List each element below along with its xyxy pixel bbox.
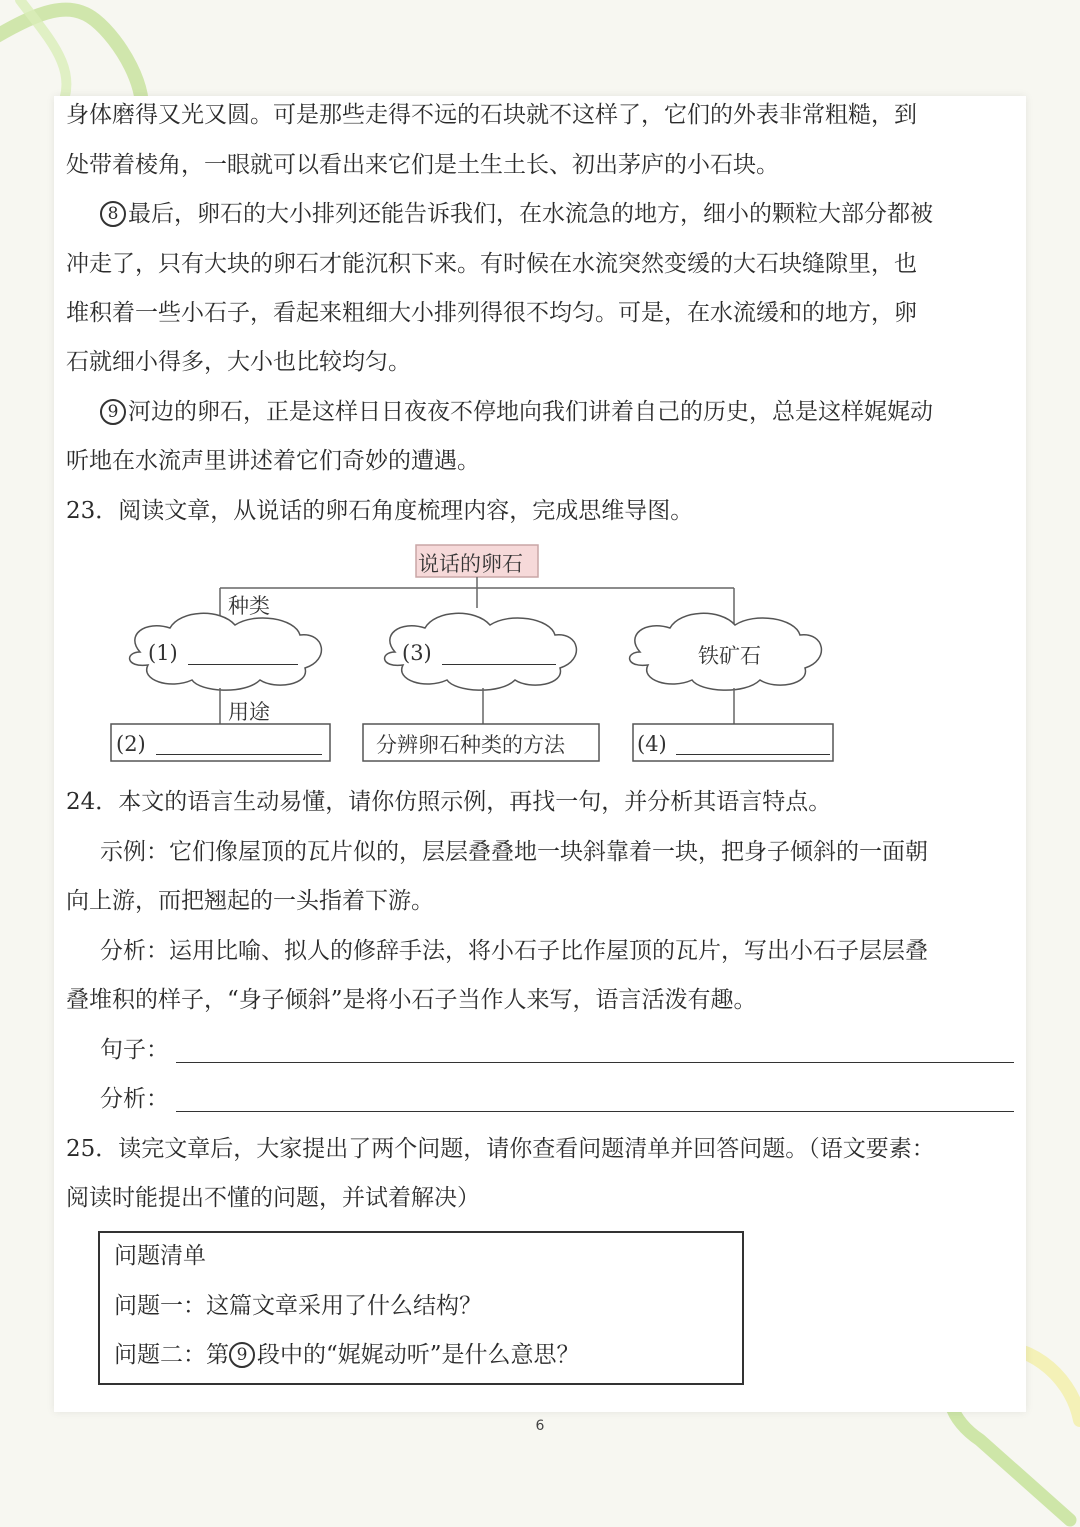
blank-line-3 bbox=[442, 664, 556, 665]
blank-line-1 bbox=[188, 664, 298, 665]
sentence-answer-line[interactable] bbox=[176, 1062, 1014, 1063]
cloud-iron-ore: 铁矿石 bbox=[698, 644, 761, 668]
analysis-line: 叠堆积的样子，“身子倾斜”是将小石子当作人来写，语言活泼有趣。 bbox=[66, 987, 757, 1013]
passage-line: 听地在水流声里讲述着它们奇妙的遭遇。 bbox=[66, 448, 480, 474]
circled-number-9: 9 bbox=[229, 1342, 255, 1368]
box-blank-4: (4) bbox=[637, 732, 667, 756]
passage-line: 堆积着一些小石子，看起来粗细大小排列得很不均匀。可是，在水流缓和的地方，卵 bbox=[66, 300, 917, 326]
mind-map-root: 说话的卵石 bbox=[418, 552, 523, 576]
question-25-prompt: 阅读时能提出不懂的问题，并试着解决） bbox=[66, 1185, 480, 1211]
mind-map bbox=[100, 540, 840, 775]
question-two-suffix: 段中的“娓娓动听”是什么意思？ bbox=[257, 1342, 580, 1368]
circled-number-8: 8 bbox=[100, 201, 126, 227]
cloud-blank-1: (1) bbox=[148, 641, 178, 665]
branch-label-types: 种类 bbox=[228, 594, 270, 618]
passage-line: 最后，卵石的大小排列还能告诉我们，在水流急的地方，细小的颗粒大部分都被 bbox=[128, 201, 933, 227]
cloud-blank-3: (3) bbox=[402, 641, 432, 665]
question-two bbox=[114, 1336, 580, 1369]
analysis-answer-line[interactable] bbox=[176, 1111, 1014, 1112]
sentence-label: 句子： bbox=[100, 1037, 169, 1063]
passage-line: 处带着棱角，一眼就可以看出来它们是土生土长、初出茅庐的小石块。 bbox=[66, 152, 779, 178]
method-label: 分辨卵石种类的方法 bbox=[376, 733, 565, 757]
question-list-title: 问题清单 bbox=[114, 1243, 206, 1269]
page-number: 6 bbox=[535, 1418, 545, 1434]
question-one: 问题一：这篇文章采用了什么结构？ bbox=[114, 1293, 482, 1319]
analysis-line: 分析：运用比喻、拟人的修辞手法，将小石子比作屋顶的瓦片，写出小石子层层叠 bbox=[100, 938, 928, 964]
passage-line: 身体磨得又光又圆。可是那些走得不远的石块就不这样了，它们的外表非常粗糙，到 bbox=[66, 102, 917, 128]
passage-line: 石就细小得多，大小也比较均匀。 bbox=[66, 349, 411, 375]
analysis-label: 分析： bbox=[100, 1086, 169, 1112]
example-line: 示例：它们像屋顶的瓦片似的，层层叠叠地一块斜靠着一块，把身子倾斜的一面朝 bbox=[100, 839, 928, 865]
circled-number-9: 9 bbox=[100, 399, 126, 425]
box-blank-2: (2) bbox=[116, 732, 146, 756]
question-24-prompt: 24．本文的语言生动易懂，请你仿照示例，再找一句，并分析其语言特点。 bbox=[66, 789, 832, 815]
passage-line: 河边的卵石，正是这样日日夜夜不停地向我们讲着自己的历史，总是这样娓娓动 bbox=[128, 399, 933, 425]
blank-line-4 bbox=[676, 754, 830, 755]
blank-line-2 bbox=[156, 754, 322, 755]
example-line: 向上游，而把翘起的一头指着下游。 bbox=[66, 888, 434, 914]
paragraph-8 bbox=[66, 199, 1014, 229]
question-list-box bbox=[98, 1231, 744, 1385]
branch-label-uses: 用途 bbox=[228, 700, 270, 724]
question-25-prompt: 25．读完文章后，大家提出了两个问题，请你查看问题清单并回答问题。（语文要素： bbox=[66, 1136, 935, 1162]
question-two-prefix: 问题二：第 bbox=[114, 1342, 229, 1368]
question-23-prompt: 23．阅读文章，从说话的卵石角度梳理内容，完成思维导图。 bbox=[66, 498, 694, 524]
paragraph-9 bbox=[66, 397, 1014, 427]
passage-line: 冲走了，只有大块的卵石才能沉积下来。有时候在水流突然变缓的大石块缝隙里，也 bbox=[66, 251, 917, 277]
